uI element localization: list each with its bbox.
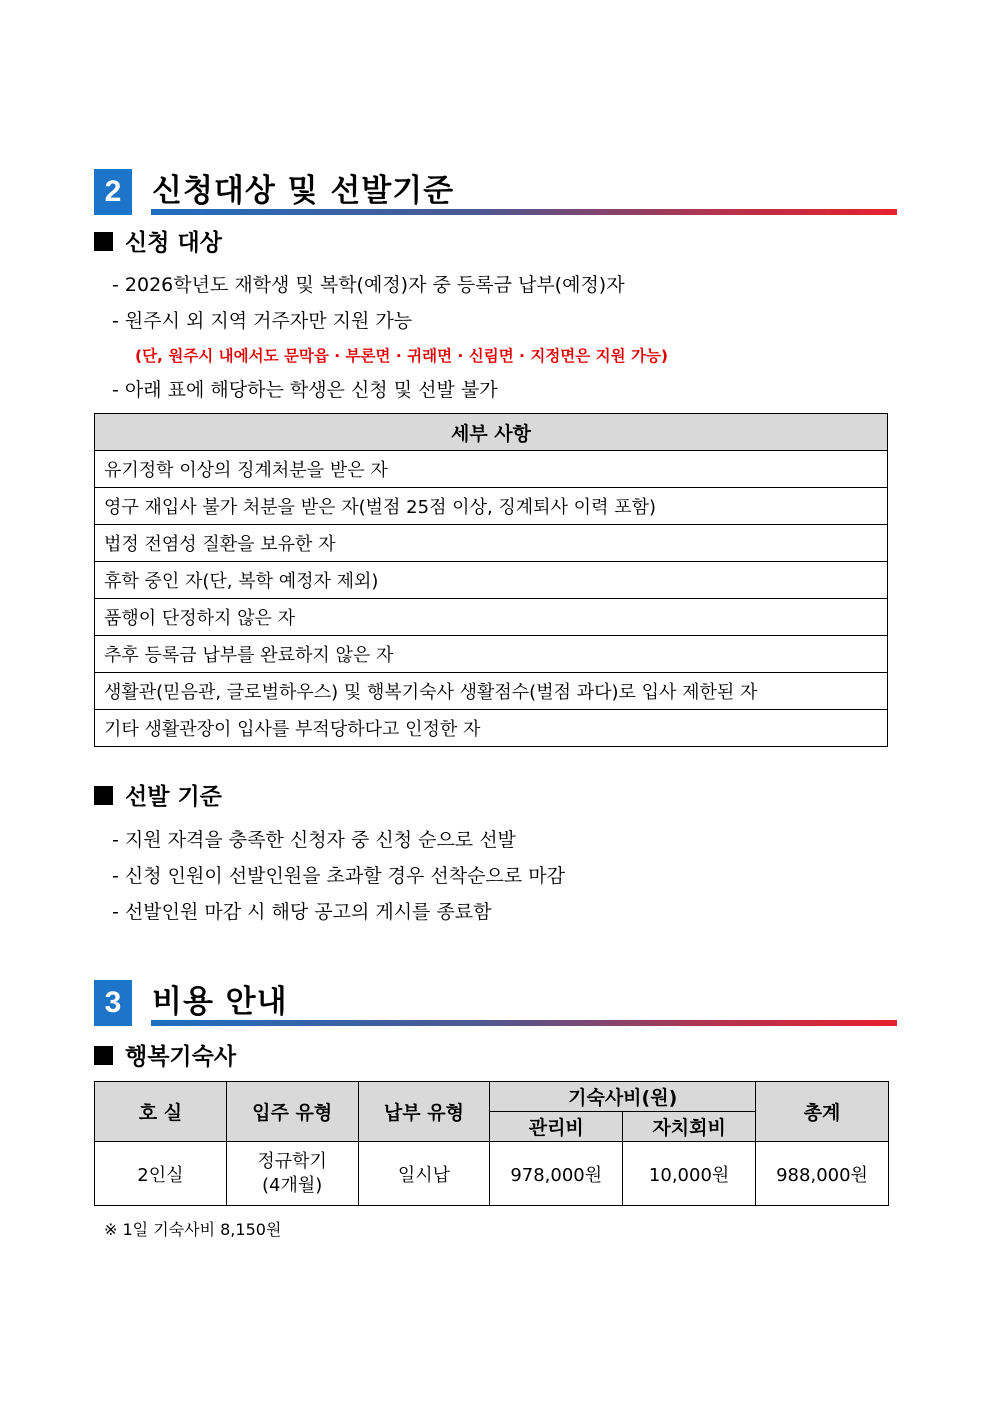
table-row: 유기정학 이상의 징계처분을 받은 자 — [95, 451, 888, 488]
selection-heading: 선발 기준 — [94, 778, 222, 811]
header-council: 자치회비 — [623, 1112, 756, 1142]
table-row: 기타 생활관장이 입사를 부적당하다고 인정한 자 — [95, 710, 888, 747]
header-mgmt: 관리비 — [490, 1112, 623, 1142]
section-2-header — [94, 169, 897, 215]
square-bullet-icon — [94, 786, 113, 805]
target-heading: 신청 대상 — [94, 224, 222, 257]
cell-type-line2: (4개월) — [262, 1174, 323, 1196]
section-3-header — [94, 980, 897, 1026]
section-divider — [151, 209, 897, 215]
table-row: 생활관(믿음관, 글로벌하우스) 및 행복기숙사 생활점수(벌점 과다)로 입사 제한된 자 — [95, 673, 888, 710]
bullet-2: - 원주시 외 지역 거주자만 지원 가능 — [112, 310, 413, 332]
header-payment: 납부 유형 — [358, 1082, 490, 1142]
square-bullet-icon — [94, 1046, 113, 1065]
cell-type — [226, 1142, 358, 1206]
red-note: (단, 원주시 내에서도 문막읍 · 부론면 · 귀래면 · 신림면 · 지정면은 지원 가능) — [135, 347, 669, 365]
table-row: 휴학 중인 자(단, 복학 예정자 제외) — [95, 562, 888, 599]
section-title: 비용 안내 — [152, 984, 288, 1020]
table-row: 추후 등록금 납부를 완료하지 않은 자 — [95, 636, 888, 673]
cell-council: 10,000원 — [623, 1142, 756, 1206]
section-number: 3 — [94, 980, 132, 1026]
table-row: 법정 전염성 질환을 보유한 자 — [95, 525, 888, 562]
bullet-3: - 아래 표에 해당하는 학생은 신청 및 선발 불가 — [112, 379, 498, 401]
selection-bullet-1: - 지원 자격을 충족한 신청자 중 신청 순으로 선발 — [112, 829, 516, 851]
cell-type-line1: 정규학기 — [257, 1150, 327, 1172]
table-row: 영구 재입사 불가 처분을 받은 자(벌점 25점 이상, 징계퇴사 이력 포함) — [95, 488, 888, 525]
cell-total: 988,000원 — [756, 1142, 889, 1206]
footnote: ※ 1일 기숙사비 8,150원 — [104, 1220, 282, 1239]
header-fee: 기숙사비(원) — [490, 1082, 756, 1112]
section-divider — [151, 1020, 897, 1026]
exclusion-table — [94, 413, 888, 747]
bullet-1: - 2026학년도 재학생 및 복학(예정)자 중 등록금 납부(예정)자 — [112, 274, 625, 296]
header-room: 호 실 — [95, 1082, 227, 1142]
dorm-heading: 행복기숙사 — [94, 1038, 236, 1071]
selection-bullet-2: - 신청 인원이 선발인원을 초과할 경우 선착순으로 마감 — [112, 865, 565, 887]
cell-mgmt: 978,000원 — [490, 1142, 623, 1206]
table-header: 세부 사항 — [95, 414, 888, 451]
section-title: 신청대상 및 선발기준 — [152, 173, 455, 209]
selection-bullet-3: - 선발인원 마감 시 해당 공고의 게시를 종료함 — [112, 901, 492, 923]
header-type: 입주 유형 — [226, 1082, 358, 1142]
cell-payment: 일시납 — [358, 1142, 490, 1206]
table-row: 품행이 단정하지 않은 자 — [95, 599, 888, 636]
square-bullet-icon — [94, 232, 113, 251]
section-number: 2 — [94, 169, 132, 215]
cost-table — [94, 1081, 889, 1206]
header-total: 총계 — [756, 1082, 889, 1142]
cell-room: 2인실 — [95, 1142, 227, 1206]
